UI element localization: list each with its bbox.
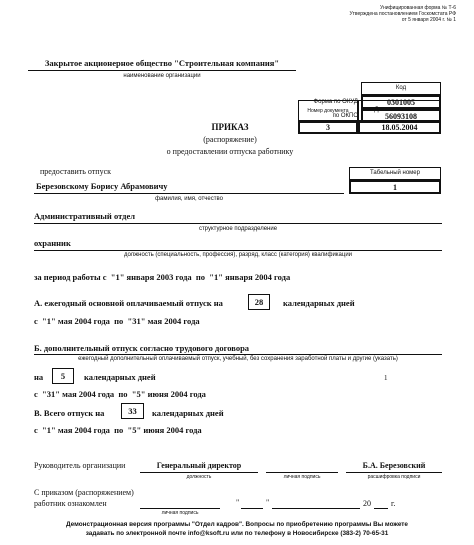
section-b-side-mark: 1	[384, 374, 388, 382]
acknowledge-quote-close: "	[266, 498, 270, 507]
employee-name-caption: фамилия, имя, отчество	[155, 196, 223, 202]
head-name: Б.А. Березовский	[362, 461, 426, 470]
head-position: Генеральный директор	[156, 461, 242, 470]
doc-date-header: Дата составления	[358, 100, 441, 121]
tab-number-header: Табельный номер	[349, 167, 441, 180]
section-b-days: 5	[52, 368, 74, 384]
footer-line1: Демонстрационная версия программы "Отдел кадров". Вопросы по приобретению программы Вы можете	[65, 521, 408, 528]
acknowledge-signature-caption: личная подпись	[161, 510, 199, 516]
order-title: ПРИКАЗ	[211, 122, 249, 132]
head-name-caption: расшифровка подписи	[367, 474, 421, 480]
order-about: о предоставлении отпуска работнику	[166, 147, 294, 156]
section-v-days-suffix: календарных дней	[152, 408, 224, 418]
doc-date: 18.05.2004	[358, 121, 441, 134]
acknowledge-quote-open: "	[236, 498, 240, 507]
head-position-caption: должность	[186, 474, 212, 480]
employee-name: Березовскому Борису Абрамовичу	[36, 181, 168, 191]
organization-name: Закрытое акционерное общество "Строительная компания"	[44, 58, 280, 68]
okud-label: Форма по ОКУД	[313, 99, 358, 105]
head-label: Руководитель организации	[34, 461, 126, 470]
acknowledge-year-suffix: г.	[391, 499, 396, 508]
acknowledge-line1: С приказом (распоряжением)	[34, 488, 134, 497]
acknowledge-year-prefix: 20	[363, 499, 371, 508]
section-v-days: 33	[121, 403, 144, 419]
footer	[10, 520, 464, 538]
section-a-dates: с "1" мая 2004 года по "31" мая 2004 года	[34, 316, 200, 326]
department: Административный отдел	[34, 211, 135, 221]
okud-value: 0301005	[361, 95, 441, 109]
grant-label: предоставить отпуск	[40, 167, 112, 176]
organization-caption: наименование организации	[123, 73, 201, 79]
position-caption: должность (специальность, профессия), разряд, класс (категория) квалификации	[123, 252, 353, 258]
footer-line2: задавать по электронной почте info@ksoft.ru или по телефону в Новосибирске (383-2) 70-65-31	[85, 530, 389, 537]
section-b-days-suffix: календарных дней	[84, 372, 156, 382]
section-b-dates: с "31" мая 2004 года по "5" июня 2004 года	[34, 389, 206, 399]
section-a-days: 28	[248, 294, 270, 310]
okpo-value: 56093108	[361, 109, 441, 123]
form-header-line1: Унифицированная форма № Т-6	[380, 5, 456, 11]
section-v-dates: с "1" мая 2004 года по "5" июня 2004 года	[34, 425, 202, 435]
section-b-prefix: на	[34, 372, 44, 382]
section-v-label: В. Всего отпуск на	[34, 408, 105, 418]
section-b-label: Б. дополнительный отпуск согласно трудового договора	[34, 343, 250, 353]
order-subtitle: (распоряжение)	[203, 135, 257, 144]
codes-header: Код	[361, 82, 441, 95]
tab-number: 1	[349, 180, 441, 194]
work-period: за период работы с "1" января 2003 года по "1" января 2004 года	[34, 272, 291, 282]
form-header-line2: Утверждена постановлением Госкомстата РФ	[349, 11, 456, 17]
section-a-days-suffix: календарных дней	[283, 298, 355, 308]
okpo-label: по ОКПО	[332, 113, 358, 119]
department-caption: структурное подразделение	[198, 226, 278, 232]
doc-number: 3	[298, 121, 358, 134]
section-a-label: А. ежегодный основной оплачиваемый отпуск на	[34, 298, 223, 308]
acknowledge-line2: работник ознакомлен	[34, 499, 107, 508]
doc-number-header: Номер документа	[298, 100, 358, 121]
position: охранник	[34, 238, 71, 248]
head-signature-caption: личная подпись	[283, 474, 321, 480]
form-header-line3: от 5 января 2004 г. № 1	[401, 17, 456, 23]
form-header	[276, 5, 456, 23]
section-b-caption: ежегодный дополнительный оплачиваемый отпуск, учебный, без сохранения заработной платы и другие (указать)	[78, 356, 398, 362]
